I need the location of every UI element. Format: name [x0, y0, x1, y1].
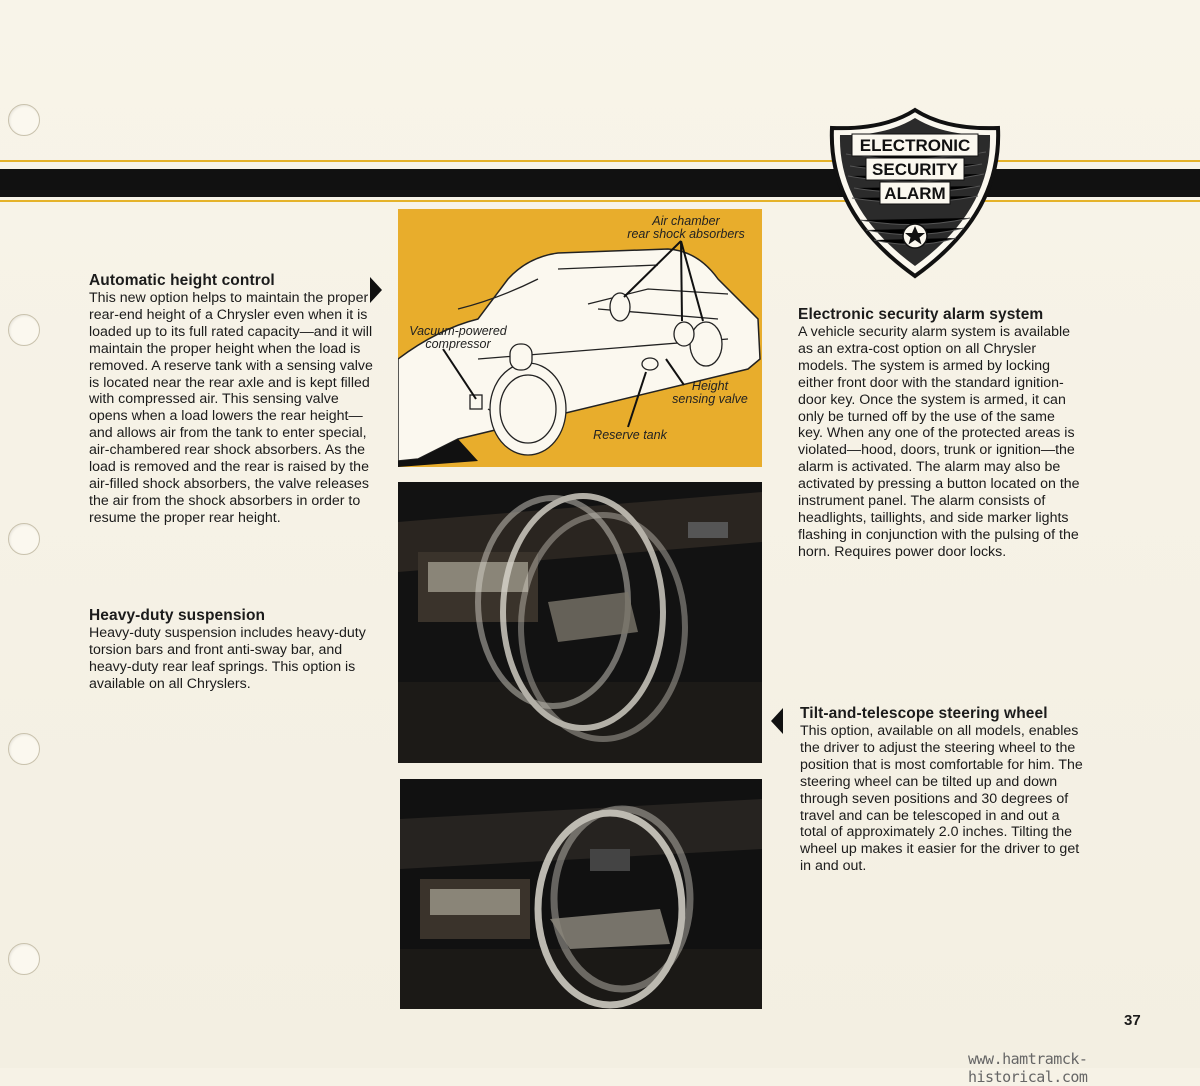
page-number: 37	[1124, 1012, 1141, 1029]
section-title: Heavy-duty suspension	[89, 607, 266, 624]
diagram-label-height-valve: Height sensing valve	[672, 379, 748, 406]
header-band	[0, 169, 1200, 197]
section-steering	[800, 705, 1085, 875]
binder-hole	[8, 943, 40, 975]
section-body: A vehicle security alarm system is available as an extra-cost option on all Chrysler models. The system is armed by locking either front door with the standard ignition-door key. Once the system is armed, it can only be turned off by the use of the same key. When any one of the protected areas is violated—hood, doors, trunk or ignition—the alarm is activated. The alarm may also be activated by pressing a button located on the instrument panel. The alarm consists of headlights, taillights, and side marker lights flashing in conjunction with the pulsing of the horn. Requires power door locks.	[798, 324, 1080, 560]
binder-hole	[8, 104, 40, 136]
section-title: Tilt-and-telescope steering wheel	[800, 705, 1048, 722]
diagram-label-vacuum-compressor: Vacuum-powered compressor	[409, 324, 507, 351]
watermark-url: www.hamtramck-historical.com	[968, 1050, 1088, 1086]
binder-hole	[8, 733, 40, 765]
height-control-diagram	[398, 209, 762, 467]
section-body: This new option helps to maintain the proper rear-end height of a Chrysler even when it is loaded up to its full rated capacity—and it will maintain the proper height when the load is removed. A reserve tank with a sensing valve is located near the rear axle and is kept filled with compressed air. This sensing valve opens when a load lowers the rear height—and allows air from the tank to enter special, air-chambered rear shock absorbers. As the load is removed and the rear is raised by the air-filled shock absorbers, the valve releases the air from the shock absorbers in order to resume the proper rear height.	[89, 290, 373, 526]
section-height-control	[89, 272, 379, 527]
section-suspension	[89, 607, 374, 693]
section-title: Electronic security alarm system	[798, 306, 1044, 323]
section-body: This option, available on all models, enables the driver to adjust the steering wheel to the position that is most comfortable for him. The steering wheel can be tilted up and down through seven positions and 30 degrees of travel and can be telescoped in and out a total of approximately 2.0 inches. Tilting the wheel up makes it easier for the driver to get in and out.	[800, 723, 1083, 875]
badge-line-3: ALARM	[884, 184, 946, 203]
binder-hole	[8, 523, 40, 555]
badge-line-2: SECURITY	[872, 160, 958, 179]
section-body: Heavy-duty suspension includes heavy-duty torsion bars and front anti-sway bar, and heavy-duty rear leaf springs. This option is available on all Chryslers.	[89, 625, 366, 692]
header-stripe	[0, 200, 1200, 202]
arrow-left-icon	[771, 708, 783, 734]
diagram-label-reserve-tank: Reserve tank	[593, 428, 667, 442]
section-alarm	[798, 306, 1083, 561]
section-title: Automatic height control	[89, 272, 275, 289]
badge-line-1: ELECTRONIC	[859, 136, 971, 155]
diagram-label-air-chamber: Air chamber rear shock absorbers	[627, 214, 745, 241]
steering-wheel-photo	[398, 482, 762, 763]
header-stripe	[0, 160, 1200, 162]
steering-wheel-telescope-photo	[400, 779, 762, 1009]
binder-hole	[8, 314, 40, 346]
security-alarm-badge	[826, 104, 1004, 282]
